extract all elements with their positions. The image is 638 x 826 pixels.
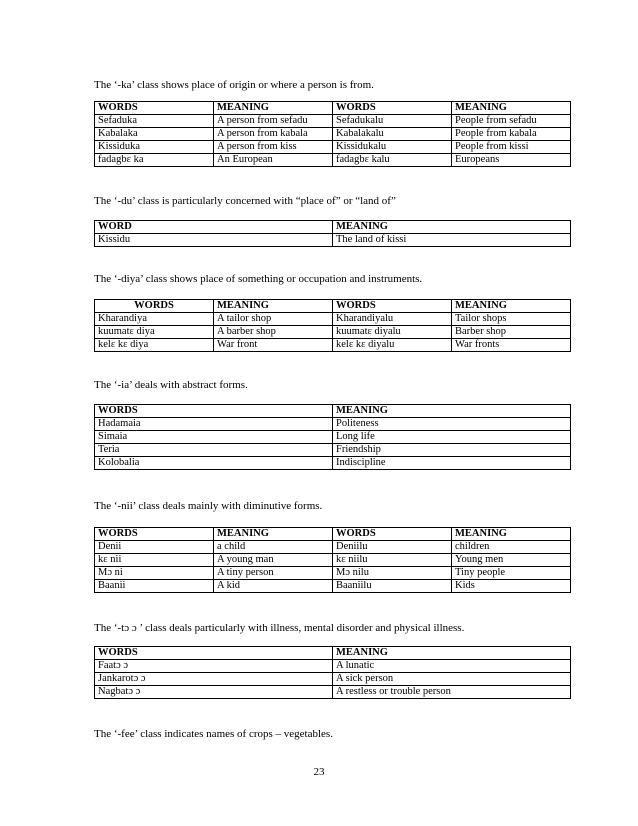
- table-nii: [94, 527, 571, 593]
- table-ka: [94, 101, 571, 167]
- table-cell: Long life: [333, 431, 571, 444]
- table-cell: Mɔ nilu: [333, 567, 452, 580]
- table-row: [95, 457, 571, 470]
- table-cell: A lunatic: [333, 660, 571, 673]
- table-row: [95, 431, 571, 444]
- section-nii-intro: The ‘-nii’ class deals mainly with diminutive forms.: [94, 500, 323, 512]
- table-cell: People from kissi: [452, 141, 571, 154]
- table-too: [94, 646, 571, 699]
- table-cell: Kharandiyalu: [333, 313, 452, 326]
- header-cell: MEANING: [452, 102, 571, 115]
- table-row: [95, 444, 571, 457]
- table-row: [95, 660, 571, 673]
- table-ia: [94, 404, 571, 470]
- table-cell: War front: [214, 339, 333, 352]
- table-cell: A person from kiss: [214, 141, 333, 154]
- table-cell: Simaia: [95, 431, 333, 444]
- table-cell: Jankarotɔ ɔ: [95, 673, 333, 686]
- table-cell: Teria: [95, 444, 333, 457]
- table-cell: fadagbɛ ka: [95, 154, 214, 167]
- table-cell: kelɛ kɛ diya: [95, 339, 214, 352]
- table-cell: children: [452, 541, 571, 554]
- section-fee-intro: The ‘-fee’ class indicates names of crops – vegetables.: [94, 728, 333, 740]
- table-cell: A young man: [214, 554, 333, 567]
- table-row: [95, 567, 571, 580]
- table-cell: Europeans: [452, 154, 571, 167]
- table-cell: Friendship: [333, 444, 571, 457]
- table-cell: A person from kabala: [214, 128, 333, 141]
- header-cell: MEANING: [333, 405, 571, 418]
- table-cell: Tailor shops: [452, 313, 571, 326]
- table-cell: fadagbɛ kalu: [333, 154, 452, 167]
- table-row: [95, 115, 571, 128]
- table-cell: kɛ niilu: [333, 554, 452, 567]
- table-cell: Denii: [95, 541, 214, 554]
- table-header-row: [95, 221, 571, 234]
- table-diya: [94, 299, 571, 352]
- header-cell: WORDS: [333, 102, 452, 115]
- table-cell: A tiny person: [214, 567, 333, 580]
- header-cell: WORDS: [333, 528, 452, 541]
- header-cell: MEANING: [452, 528, 571, 541]
- header-cell: MEANING: [214, 528, 333, 541]
- section-too-intro: The ‘-tɔ ɔ ’ class deals particularly with illness, mental disorder and physical illness.: [94, 622, 465, 634]
- table-cell: Kabalaka: [95, 128, 214, 141]
- table-cell: A restless or trouble person: [333, 686, 571, 699]
- header-cell: MEANING: [214, 102, 333, 115]
- table-cell: A barber shop: [214, 326, 333, 339]
- header-cell: WORDS: [95, 647, 333, 660]
- table-row: [95, 313, 571, 326]
- header-cell: MEANING: [452, 300, 571, 313]
- table-cell: Politeness: [333, 418, 571, 431]
- table-cell: An European: [214, 154, 333, 167]
- table-cell: Nagbatɔ ɔ: [95, 686, 333, 699]
- table-cell: A tailor shop: [214, 313, 333, 326]
- header-cell: WORDS: [333, 300, 452, 313]
- header-cell: MEANING: [333, 221, 571, 234]
- table-cell: Sefadukalu: [333, 115, 452, 128]
- table-cell: kelɛ kɛ diyalu: [333, 339, 452, 352]
- table-header-row: [95, 528, 571, 541]
- table-row: [95, 580, 571, 593]
- table-row: [95, 686, 571, 699]
- section-ka-intro: The ‘-ka’ class shows place of origin or where a person is from.: [94, 79, 374, 91]
- header-cell: WORDS: [95, 405, 333, 418]
- table-cell: A kid: [214, 580, 333, 593]
- table-cell: Baaniilu: [333, 580, 452, 593]
- table-cell: Sefaduka: [95, 115, 214, 128]
- section-du-intro: The ‘-du’ class is particularly concerned with “place of” or “land of”: [94, 195, 396, 207]
- table-cell: Indiscipline: [333, 457, 571, 470]
- table-cell: Mɔ ni: [95, 567, 214, 580]
- table-cell: Kharandiya: [95, 313, 214, 326]
- table-row: [95, 128, 571, 141]
- table-du: [94, 220, 571, 247]
- header-cell: MEANING: [333, 647, 571, 660]
- table-cell: Kissidu: [95, 234, 333, 247]
- table-cell: kɛ nii: [95, 554, 214, 567]
- table-row: [95, 554, 571, 567]
- table-cell: Kids: [452, 580, 571, 593]
- table-row: [95, 673, 571, 686]
- table-cell: Kissiduka: [95, 141, 214, 154]
- table-cell: Deniilu: [333, 541, 452, 554]
- table-header-row: [95, 405, 571, 418]
- table-cell: kuumatɛ diyalu: [333, 326, 452, 339]
- table-cell: A person from sefadu: [214, 115, 333, 128]
- table-cell: Tiny people: [452, 567, 571, 580]
- table-cell: War fronts: [452, 339, 571, 352]
- table-row: [95, 141, 571, 154]
- table-row: [95, 418, 571, 431]
- table-row: [95, 541, 571, 554]
- table-cell: a child: [214, 541, 333, 554]
- header-cell: MEANING: [214, 300, 333, 313]
- table-cell: The land of kissi: [333, 234, 571, 247]
- table-row: [95, 326, 571, 339]
- table-cell: Hadamaia: [95, 418, 333, 431]
- header-cell: WORDS: [95, 102, 214, 115]
- page-number: 23: [313, 766, 325, 778]
- table-cell: kuumatɛ diya: [95, 326, 214, 339]
- table-cell: Baanii: [95, 580, 214, 593]
- table-row: [95, 339, 571, 352]
- section-ia-intro: The ‘-ia’ deals with abstract forms.: [94, 379, 248, 391]
- table-row: [95, 154, 571, 167]
- table-header-row: [95, 102, 571, 115]
- section-diya-intro: The ‘-diya’ class shows place of something or occupation and instruments.: [94, 273, 423, 285]
- table-header-row: [95, 300, 571, 313]
- table-cell: People from sefadu: [452, 115, 571, 128]
- header-cell: WORD: [95, 221, 333, 234]
- table-cell: Kabalakalu: [333, 128, 452, 141]
- table-cell: Faatɔ ɔ: [95, 660, 333, 673]
- table-cell: Young men: [452, 554, 571, 567]
- header-cell: WORDS: [95, 300, 214, 313]
- header-cell: WORDS: [95, 528, 214, 541]
- table-cell: Kolobalia: [95, 457, 333, 470]
- table-cell: People from kabala: [452, 128, 571, 141]
- table-cell: A sick person: [333, 673, 571, 686]
- table-header-row: [95, 647, 571, 660]
- table-cell: Kissidukalu: [333, 141, 452, 154]
- table-cell: Barber shop: [452, 326, 571, 339]
- table-row: [95, 234, 571, 247]
